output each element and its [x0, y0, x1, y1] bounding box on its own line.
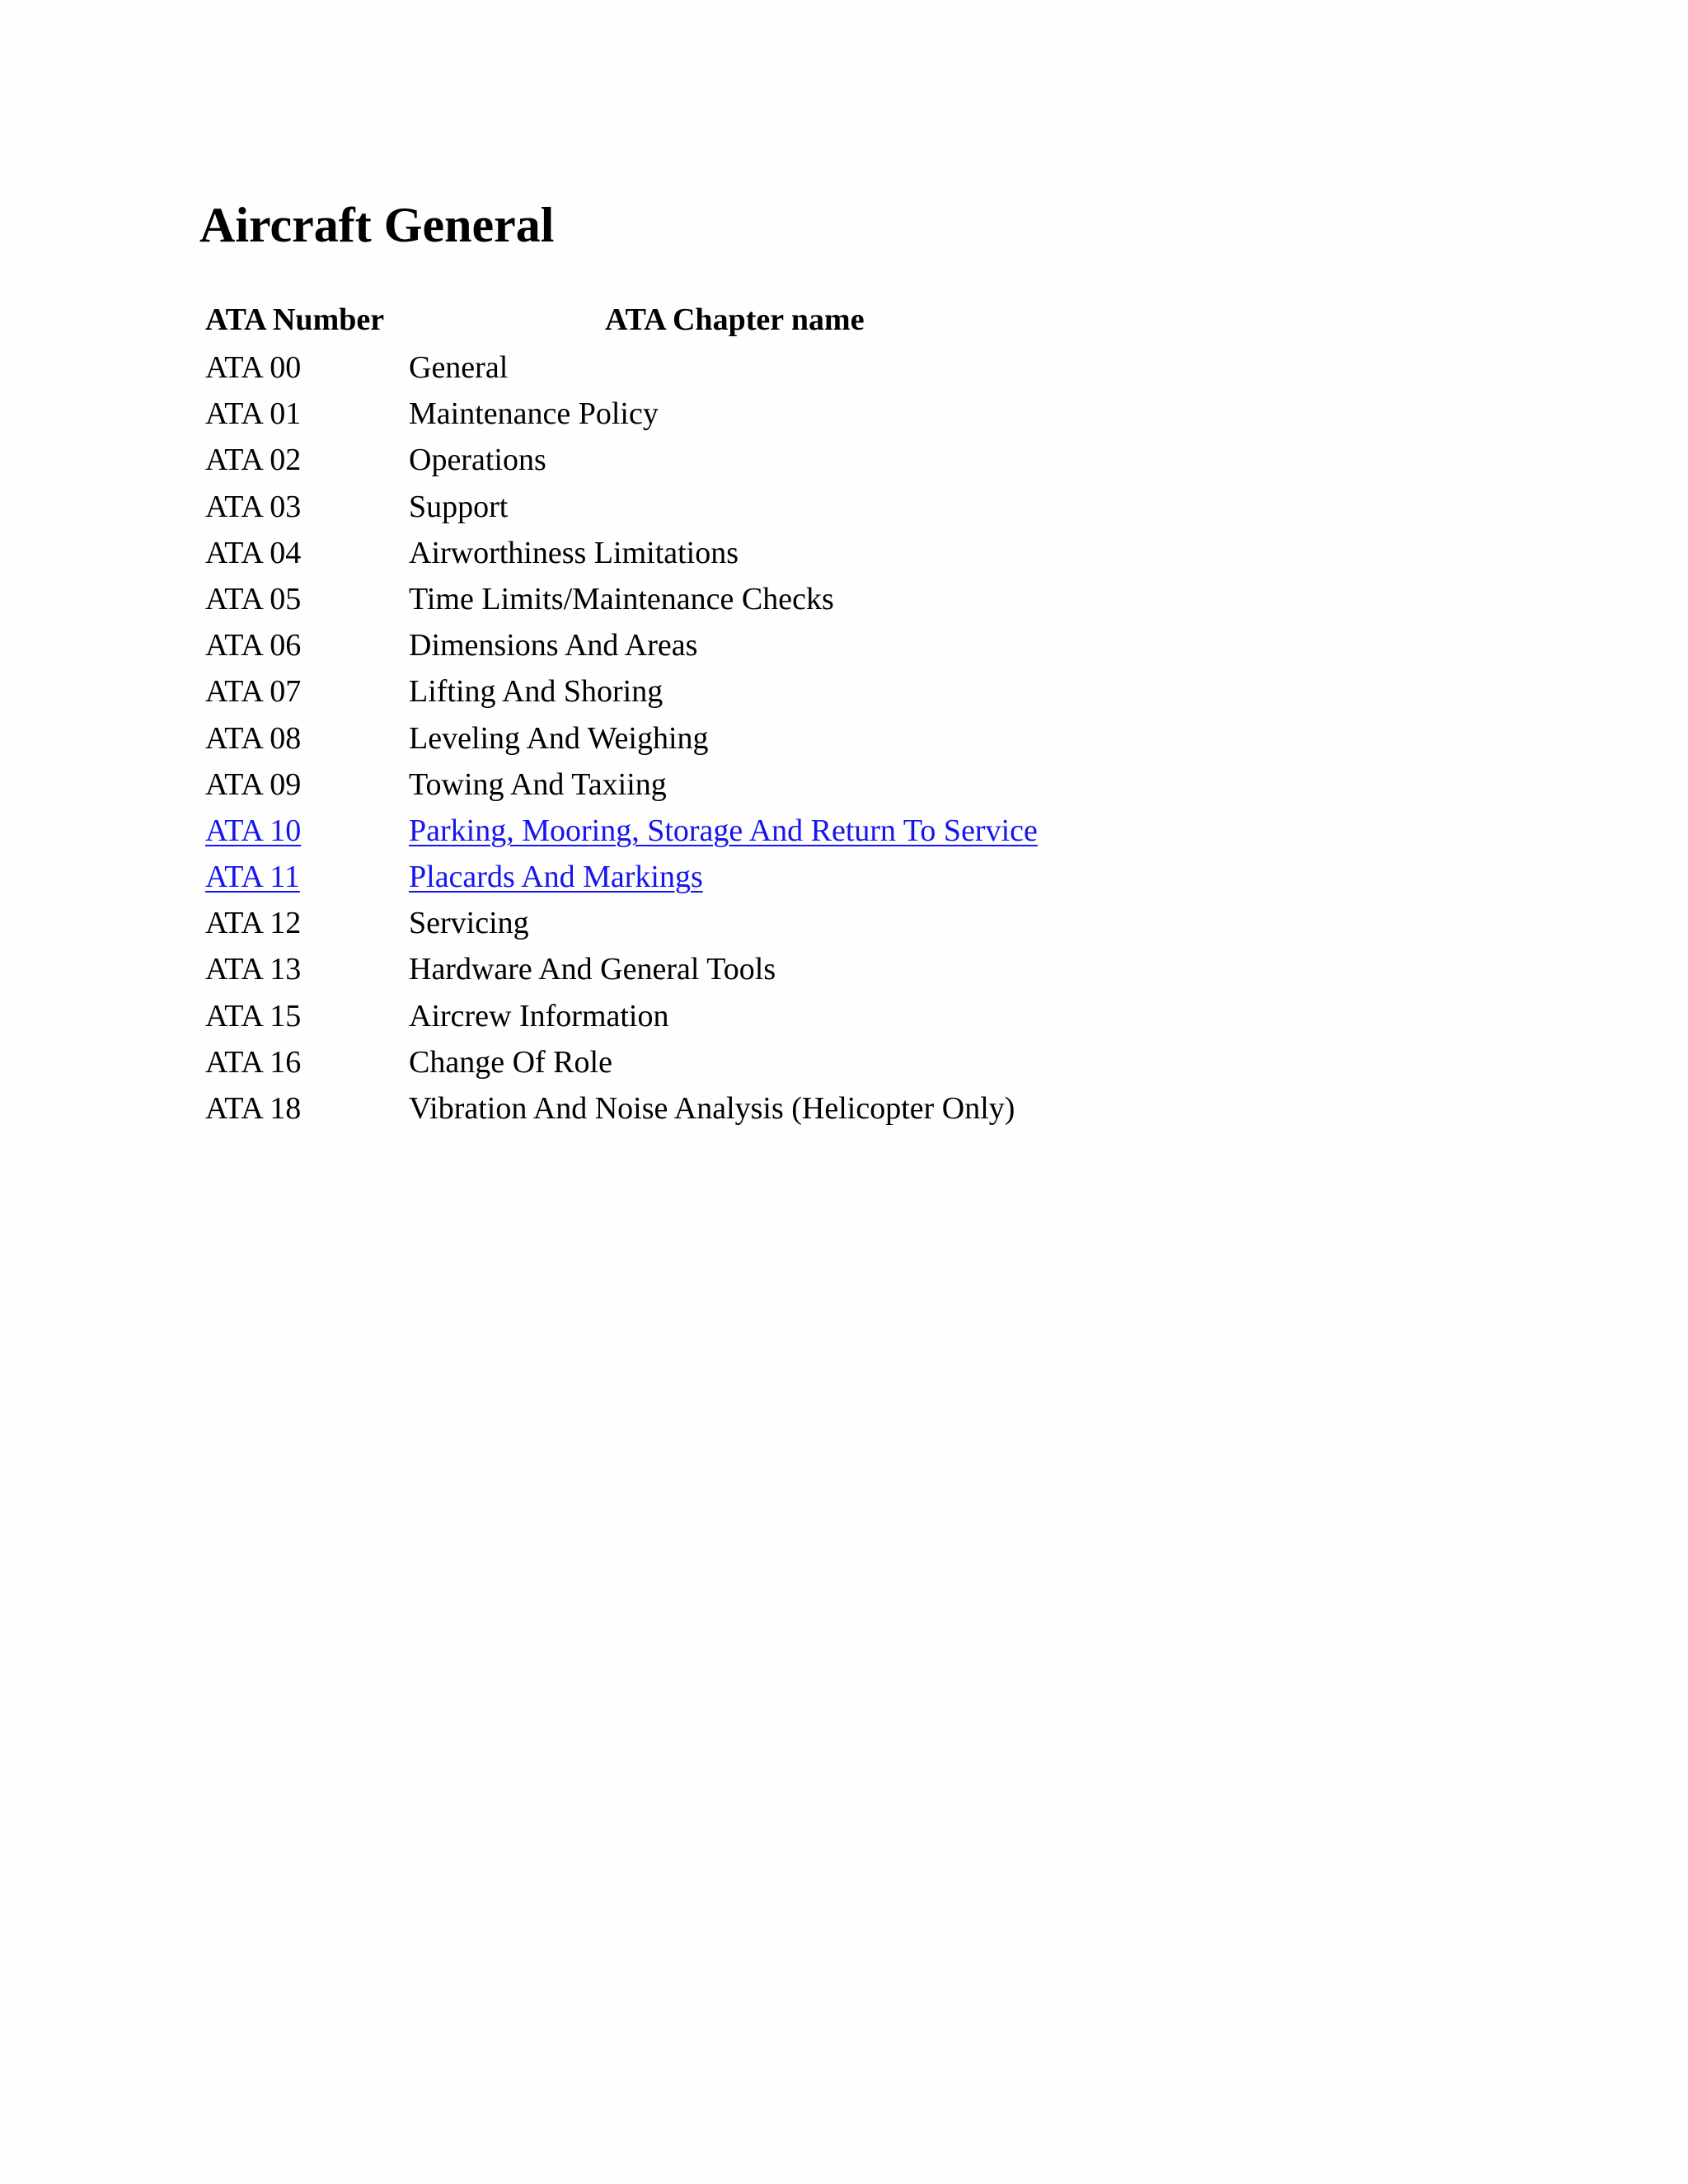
- chapter-name: Hardware And General Tools: [409, 952, 776, 987]
- chapter-number: ATA 05: [205, 581, 302, 616]
- chapter-name: Maintenance Policy: [409, 396, 659, 432]
- list-item[interactable]: [205, 808, 1442, 854]
- chapter-name-link[interactable]: Parking, Mooring, Storage And Return To Service: [409, 813, 1038, 848]
- chapter-name: Vibration And Noise Analysis (Helicopter Only): [409, 1091, 1015, 1126]
- list-item: [205, 622, 1442, 668]
- chapter-number: ATA 01: [205, 396, 302, 432]
- chapter-number: ATA 00: [205, 350, 302, 385]
- chapter-number: ATA 02: [205, 443, 302, 478]
- list-item: [205, 946, 1442, 992]
- chapter-number: ATA 03: [205, 489, 302, 524]
- chapter-name-link[interactable]: Placards And Markings: [409, 860, 703, 895]
- chapter-number: ATA 18: [205, 1091, 302, 1126]
- chapter-number: ATA 16: [205, 1044, 302, 1080]
- chapter-number: ATA 07: [205, 674, 302, 710]
- chapter-number-link[interactable]: ATA 11: [205, 860, 300, 895]
- chapter-name: Operations: [409, 443, 546, 478]
- chapter-number-link[interactable]: ATA 10: [205, 813, 302, 848]
- chapter-name: Support: [409, 489, 509, 524]
- header-ata-number: ATA Number: [205, 302, 385, 337]
- chapter-name: Dimensions And Areas: [409, 628, 698, 663]
- table-header: [205, 299, 1442, 340]
- list-item: [205, 437, 1442, 483]
- list-item: [205, 668, 1442, 715]
- list-item[interactable]: [205, 854, 1442, 900]
- list-item: [205, 1039, 1442, 1085]
- header-ata-chapter-name: ATA Chapter name: [605, 302, 865, 337]
- list-item: [205, 530, 1442, 576]
- chapter-number: ATA 08: [205, 720, 302, 756]
- chapter-name: General: [409, 350, 509, 385]
- chapter-name: Airworthiness Limitations: [409, 535, 739, 570]
- page-title: Aircraft General: [199, 198, 555, 252]
- chapter-list: [205, 344, 1442, 1132]
- chapter-number: ATA 12: [205, 906, 302, 941]
- list-item: [205, 715, 1442, 762]
- chapter-name: Leveling And Weighing: [409, 720, 709, 756]
- list-item: [205, 576, 1442, 622]
- chapter-name: Servicing: [409, 906, 529, 941]
- chapter-name: Change Of Role: [409, 1044, 612, 1080]
- list-item: [205, 391, 1442, 437]
- list-item: [205, 344, 1442, 391]
- list-item: [205, 484, 1442, 530]
- chapter-number: ATA 15: [205, 998, 302, 1033]
- chapter-number: ATA 06: [205, 628, 302, 663]
- list-item: [205, 1085, 1442, 1132]
- chapter-number: ATA 09: [205, 766, 302, 802]
- list-item: [205, 900, 1442, 946]
- list-item: [205, 762, 1442, 808]
- chapter-name: Aircrew Information: [409, 998, 669, 1033]
- chapter-name: Time Limits/Maintenance Checks: [409, 581, 834, 616]
- chapter-number: ATA 04: [205, 535, 302, 570]
- list-item: [205, 993, 1442, 1039]
- chapter-name: Towing And Taxiing: [409, 766, 667, 802]
- chapter-number: ATA 13: [205, 952, 302, 987]
- chapter-name: Lifting And Shoring: [409, 674, 663, 710]
